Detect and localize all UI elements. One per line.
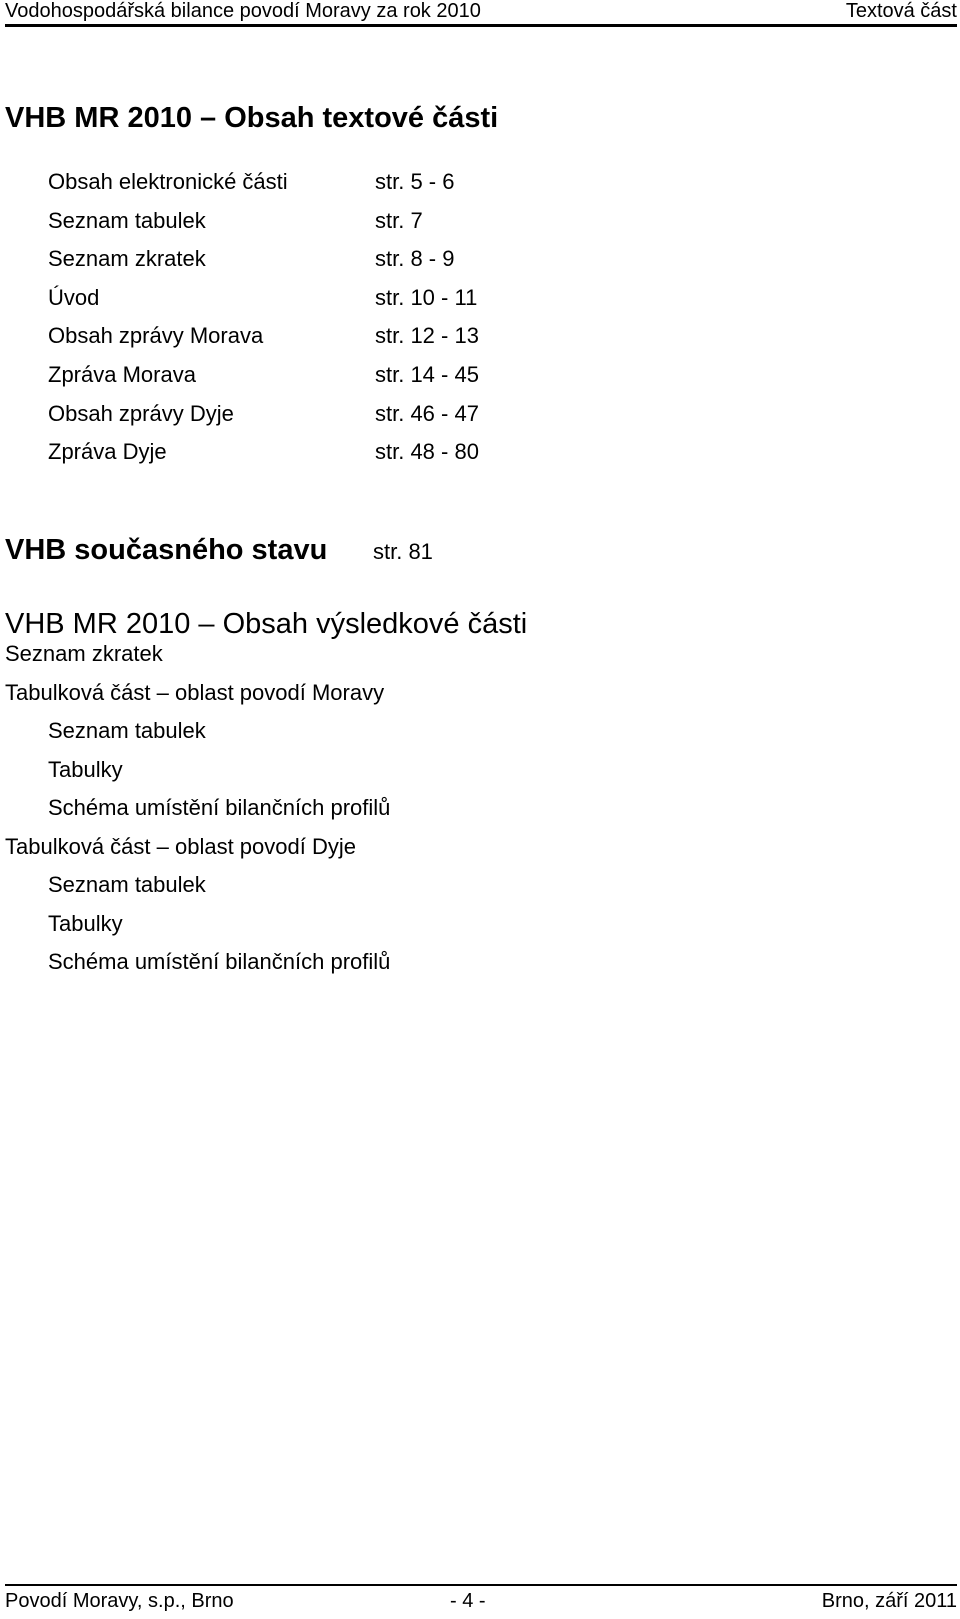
- results-list-item: Tabulková část – oblast povodí Dyje: [5, 834, 356, 859]
- section-title-current-state: VHB současného stavu: [5, 534, 328, 566]
- page-footer: [5, 1584, 957, 1619]
- header-document-title: Vodohospodářská bilance povodí Moravy za rok 2010: [5, 0, 481, 22]
- toc-page: str. 48 - 80: [375, 439, 479, 464]
- toc-label: Obsah elektronické části: [48, 169, 288, 194]
- toc-page: str. 8 - 9: [375, 246, 455, 271]
- results-list-subitem: Schéma umístění bilančních profilů: [48, 795, 391, 820]
- section-current-state-page: str. 81: [373, 539, 433, 564]
- results-list-subitem: Tabulky: [48, 757, 123, 782]
- toc-page: str. 12 - 13: [375, 323, 479, 348]
- results-list-subitem: Seznam tabulek: [48, 872, 206, 897]
- toc-label: Zpráva Dyje: [48, 439, 167, 464]
- section-title-text-part: VHB MR 2010 – Obsah textové části: [5, 102, 499, 134]
- toc-label: Seznam tabulek: [48, 208, 206, 233]
- header-section-name: Textová část: [845, 0, 957, 22]
- toc-label: Obsah zprávy Morava: [48, 323, 264, 348]
- section-title-results-part: VHB MR 2010 – Obsah výsledkové části: [5, 608, 528, 640]
- results-list-subitem: Tabulky: [48, 911, 123, 936]
- toc-page: str. 10 - 11: [375, 285, 478, 310]
- toc-page: str. 5 - 6: [375, 169, 455, 194]
- page-header: [5, 0, 957, 27]
- toc-page: str. 7: [375, 208, 423, 233]
- footer-organization: Povodí Moravy, s.p., Brno: [5, 1590, 234, 1612]
- results-list-subitem: Seznam tabulek: [48, 718, 206, 743]
- toc-label: Obsah zprávy Dyje: [48, 401, 234, 426]
- toc-page: str. 46 - 47: [375, 401, 479, 426]
- toc-label: Seznam zkratek: [48, 246, 206, 271]
- results-list-subitem: Schéma umístění bilančních profilů: [48, 949, 391, 974]
- footer-page-number: - 4 -: [450, 1590, 486, 1612]
- toc-page: str. 14 - 45: [375, 362, 479, 387]
- results-list-item: Tabulková část – oblast povodí Moravy: [5, 680, 385, 705]
- section-current-state: [5, 533, 605, 569]
- toc-label: Úvod: [48, 285, 100, 310]
- footer-date: Brno, září 2011: [821, 1590, 957, 1612]
- results-list-item: Seznam zkratek: [5, 641, 163, 666]
- toc-label: Zpráva Morava: [48, 362, 196, 387]
